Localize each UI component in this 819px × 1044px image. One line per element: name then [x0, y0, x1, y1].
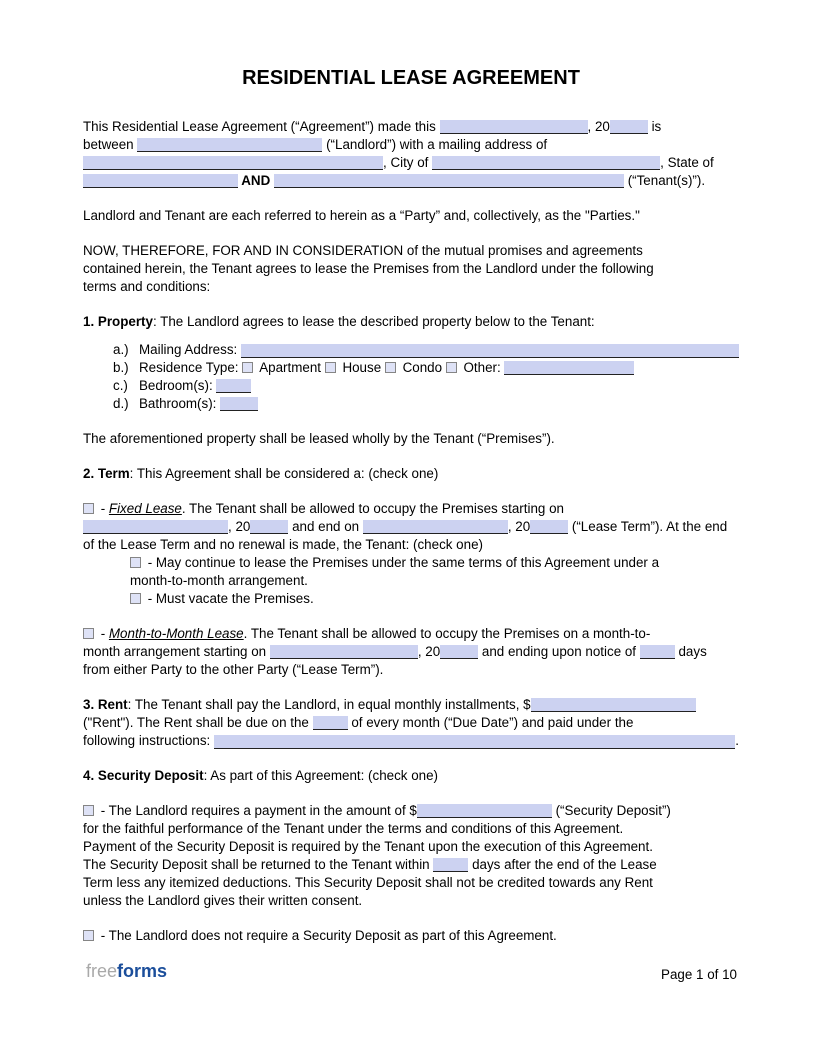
deposit-required-checkbox[interactable] — [83, 805, 94, 816]
consideration-paragraph — [83, 242, 739, 296]
must-vacate-checkbox[interactable] — [130, 593, 141, 604]
deposit-text: The Security Deposit shall be returned to the Tenant within — [83, 857, 434, 872]
item-letter: a.) — [113, 342, 129, 357]
condo-checkbox[interactable] — [385, 362, 396, 373]
may-continue-line-2 — [130, 572, 739, 590]
parties-paragraph — [83, 207, 739, 225]
property-heading-text: : The Landlord agrees to lease the described property below to the Tenant: — [152, 314, 595, 329]
agreement-day-field[interactable] — [440, 120, 588, 134]
apartment-label: Apartment — [256, 360, 325, 375]
rent-text: of every month (“Due Date”) and paid under the — [347, 715, 634, 730]
consideration-line-2 — [83, 260, 739, 278]
m2m-text: , 20 — [417, 644, 441, 659]
deposit-required-block — [83, 802, 739, 910]
rent-block — [83, 696, 739, 750]
deposit-text: unless the Landlord gives their written consent. — [83, 893, 363, 908]
freeforms-logo — [86, 960, 167, 982]
rent-text: ("Rent"). The Rent shall be due on the — [83, 715, 313, 730]
intro-text: between — [83, 137, 138, 152]
house-checkbox[interactable] — [325, 362, 336, 373]
bathrooms-field[interactable] — [220, 397, 258, 411]
may-continue-text: month-to-month arrangement. — [130, 573, 308, 588]
document-title: RESIDENTIAL LEASE AGREEMENT — [242, 67, 580, 89]
property-item-d — [113, 395, 739, 413]
parties-text: Landlord and Tenant are each referred to herein as a “Party” and, collectively, as the "Parties." — [83, 208, 640, 223]
deposit-line-2 — [83, 820, 739, 838]
property-heading-line — [83, 313, 739, 331]
rent-line-3 — [83, 732, 739, 750]
other-residence-field[interactable] — [504, 361, 634, 375]
may-continue-line-1 — [130, 554, 739, 572]
m2m-line-3 — [83, 661, 739, 679]
bathrooms-label: Bathroom(s): — [139, 396, 221, 411]
intro-text: This Residential Lease Agreement (“Agreement”) made this — [83, 119, 440, 134]
deposit-heading-number: 4. Security Deposit — [83, 768, 204, 783]
deposit-heading-text: : As part of this Agreement: (check one) — [203, 768, 439, 783]
fixed-start-year-field[interactable] — [250, 520, 288, 534]
m2m-text: days — [674, 644, 707, 659]
rent-text: following instructions: — [83, 733, 214, 748]
fixed-lease-text: , 20 — [228, 519, 251, 534]
intro-line-2 — [83, 136, 739, 154]
logo-forms-text: forms — [117, 961, 168, 981]
dash-text: - — [97, 501, 109, 516]
rent-text: . — [735, 733, 739, 748]
consideration-text: contained herein, the Tenant agrees to lease the Premises from the Landlord under the following — [83, 261, 654, 276]
tenant-names-field[interactable] — [274, 174, 624, 188]
fixed-lease-text: of the Lease Term and no renewal is made, the Tenant: (check one) — [83, 537, 483, 552]
page-number: Page 1 of 10 — [661, 967, 737, 982]
deposit-text: - The Landlord requires a payment in the amount of $ — [97, 803, 417, 818]
deposit-line-4 — [83, 856, 739, 874]
no-deposit-line — [83, 927, 739, 945]
item-letter: c.) — [113, 378, 128, 393]
month-to-month-label: Month-to-Month Lease — [108, 626, 244, 641]
intro-text: (“Landlord”) with a mailing address of — [322, 137, 548, 152]
landlord-street-address-field[interactable] — [83, 156, 383, 170]
m2m-text: . The Tenant shall be allowed to occupy the Premises on a month-to- — [243, 626, 651, 641]
property-list — [113, 341, 739, 413]
deposit-text: days after the end of the Lease — [468, 857, 657, 872]
apartment-checkbox[interactable] — [242, 362, 253, 373]
deposit-text: for the faithful performance of the Tenant under the terms and conditions of this Agreement. — [83, 821, 624, 836]
property-item-c — [113, 377, 739, 395]
intro-text: , 20 — [587, 119, 610, 134]
landlord-name-field[interactable] — [137, 138, 322, 152]
parties-line — [83, 207, 739, 225]
rent-text: : The Tenant shall pay the Landlord, in equal monthly installments, $ — [127, 697, 531, 712]
m2m-text: and ending upon notice of — [478, 644, 640, 659]
consideration-line-3 — [83, 278, 739, 296]
fixed-lease-checkbox[interactable] — [83, 503, 94, 514]
deposit-text: (“Security Deposit”) — [551, 803, 671, 818]
property-address-field[interactable] — [241, 344, 739, 358]
fixed-start-date-field[interactable] — [83, 520, 228, 534]
term-heading-line — [83, 465, 739, 483]
deposit-return-days-field[interactable] — [433, 858, 468, 872]
section-deposit-heading — [83, 767, 739, 785]
rent-line-1 — [83, 696, 739, 714]
fixed-lease-line-3 — [83, 536, 739, 554]
deposit-line-5 — [83, 874, 739, 892]
intro-text: , City of — [383, 155, 433, 170]
intro-line-4 — [83, 172, 739, 190]
rent-due-day-field[interactable] — [313, 716, 348, 730]
and-label: AND — [238, 173, 274, 188]
property-item-b — [113, 359, 739, 377]
m2m-text: from either Party to the other Party (“Lease Term”). — [83, 662, 384, 677]
month-to-month-checkbox[interactable] — [83, 628, 94, 639]
dash-text: - — [97, 626, 109, 641]
fixed-lease-line-2 — [83, 518, 739, 536]
house-label: House — [338, 360, 385, 375]
property-item-a — [113, 341, 739, 359]
intro-line-3 — [83, 154, 739, 172]
m2m-text: month arrangement starting on — [83, 644, 270, 659]
item-letter: b.) — [113, 360, 129, 375]
intro-text: , State of — [660, 155, 714, 170]
other-checkbox[interactable] — [446, 362, 457, 373]
deposit-text: Payment of the Security Deposit is required by the Tenant upon the execution of this Agreement. — [83, 839, 653, 854]
intro-text: is — [647, 119, 662, 134]
other-label: Other: — [459, 360, 505, 375]
residence-type-label: Residence Type: — [139, 360, 243, 375]
no-deposit-block — [83, 927, 739, 945]
deposit-amount-field[interactable] — [417, 804, 552, 818]
fixed-lease-text: (“Lease Term”). At the end — [568, 519, 728, 534]
premises-text: The aforementioned property shall be leased wholly by the Tenant (“Premises”). — [83, 431, 555, 446]
term-heading-number: 2. Term — [83, 466, 130, 481]
premises-paragraph — [83, 430, 739, 448]
must-vacate-line — [130, 590, 739, 608]
city-field[interactable] — [432, 156, 660, 170]
notice-days-field[interactable] — [640, 645, 675, 659]
rent-amount-field[interactable] — [531, 698, 696, 712]
deposit-line-6 — [83, 892, 739, 910]
fixed-lease-text: , 20 — [507, 519, 531, 534]
fixed-lease-text: and end on — [288, 519, 363, 534]
deposit-line-3 — [83, 838, 739, 856]
bedrooms-label: Bedroom(s): — [139, 378, 217, 393]
month-to-month-block — [83, 625, 739, 679]
no-deposit-checkbox[interactable] — [83, 930, 94, 941]
agreement-year-field[interactable] — [610, 120, 648, 134]
payment-instructions-field[interactable] — [214, 735, 735, 749]
intro-line-1 — [83, 118, 739, 136]
condo-label: Condo — [398, 360, 446, 375]
may-continue-checkbox[interactable] — [130, 557, 141, 568]
deposit-text: Term less any itemized deductions. This Security Deposit shall not be credited towards any Rent — [83, 875, 653, 890]
fixed-lease-label: Fixed Lease — [108, 501, 182, 516]
must-vacate-text: - Must vacate the Premises. — [144, 591, 314, 606]
intro-paragraph — [83, 118, 739, 190]
term-heading-text: : This Agreement shall be considered a: (check one) — [129, 466, 439, 481]
consideration-text: NOW, THEREFORE, FOR AND IN CONSIDERATION of the mutual promises and agreements — [83, 243, 643, 258]
no-deposit-text: - The Landlord does not require a Security Deposit as part of this Agreement. — [97, 928, 557, 943]
may-continue-text: - May continue to lease the Premises under the same terms of this Agreement under a — [144, 555, 660, 570]
m2m-start-date-field[interactable] — [270, 645, 418, 659]
section-property-heading — [83, 313, 739, 331]
consideration-text: terms and conditions: — [83, 279, 211, 294]
bedrooms-field[interactable] — [216, 379, 251, 393]
fixed-lease-block — [83, 500, 739, 608]
consideration-line-1 — [83, 242, 739, 260]
mailing-address-label: Mailing Address: — [139, 342, 241, 357]
rent-line-2 — [83, 714, 739, 732]
fixed-end-year-field[interactable] — [530, 520, 568, 534]
fixed-lease-text: . The Tenant shall be allowed to occupy the Premises starting on — [181, 501, 564, 516]
intro-text: (“Tenant(s)”). — [623, 173, 706, 188]
state-field[interactable] — [83, 174, 238, 188]
rent-heading-number: 3. Rent — [83, 697, 128, 712]
m2m-line-1 — [83, 625, 739, 643]
m2m-line-2 — [83, 643, 739, 661]
deposit-heading-line — [83, 767, 739, 785]
fixed-end-date-field[interactable] — [363, 520, 508, 534]
document-content — [83, 66, 739, 962]
deposit-line-1 — [83, 802, 739, 820]
item-letter: d.) — [113, 396, 129, 411]
premises-line — [83, 430, 739, 448]
fixed-lease-line-1 — [83, 500, 739, 518]
logo-free-text: free — [86, 961, 118, 981]
m2m-start-year-field[interactable] — [440, 645, 478, 659]
property-heading-number: 1. Property — [83, 314, 153, 329]
section-term-heading — [83, 465, 739, 483]
